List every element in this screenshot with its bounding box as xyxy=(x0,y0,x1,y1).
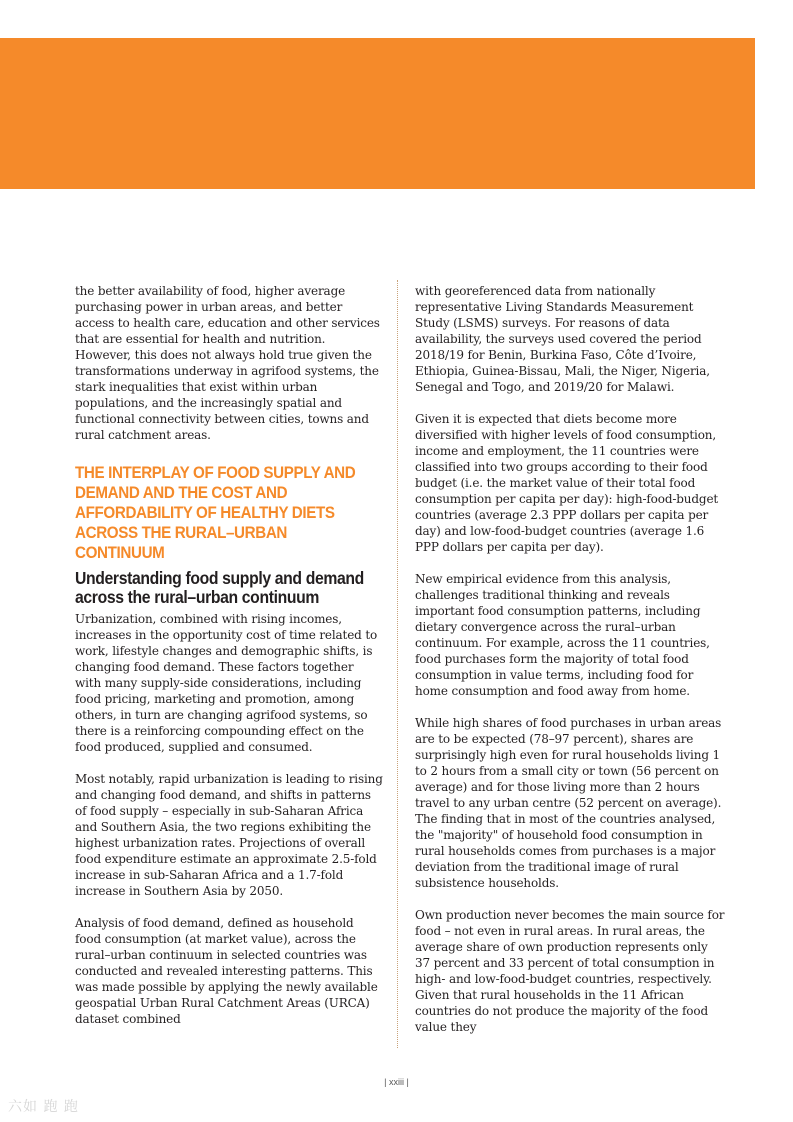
sub-heading: Understanding food supply and demand across the rural–urban continuum xyxy=(75,568,364,607)
column-divider xyxy=(397,280,398,1048)
section-heading: THE INTERPLAY OF FOOD SUPPLY AND DEMAND AND THE COST AND AFFORDABILITY OF HEALTHY DIETS ACROSS THE RURAL–URBAN CONTINUUM xyxy=(75,464,356,562)
body-paragraph: with georeferenced data from nationally representative Living Standards Measurement Study (LSMS) surveys. For reasons of data availability, the surveys used covered the period 2018/19 for Benin, Burkina Faso, Côte d’Ivoire, Ethiopia, Guinea-Bissau, Mali, the Niger, Nigeria, Senegal and Togo, and 2019/20 for Malawi. xyxy=(415,284,710,394)
body-paragraph: Most notably, rapid urbanization is leading to rising and changing food demand, and shifts in patterns of food supply – especially in sub-Saharan Africa and Southern Asia, the two regions exhibiting the highest urbanization rates. Projections of overall food expenditure estimate an approximate 2.5-fold increase in sub-Saharan Africa and a 1.7-fold increase in Southern Asia by 2050. xyxy=(75,772,383,898)
body-paragraph: Urbanization, combined with rising incomes, increases in the opportunity cost of time related to work, lifestyle changes and demographic shifts, is changing food demand. These factors together with many supply-side considerations, including food pricing, marketing and promotion, among others, in turn are changing agrifood systems, so there is a reinforcing compounding effect on the food produced, supplied and consumed. xyxy=(75,612,378,754)
body-paragraph: Analysis of food demand, defined as household food consumption (at market value), across the rural–urban continuum in selected countries was conducted and revealed interesting patterns. This was made possible by applying the newly available geospatial Urban Rural Catchment Areas (URCA) dataset combined xyxy=(75,916,378,1026)
intro-paragraph: the better availability of food, higher average purchasing power in urban areas, and better access to health care, education and other services that are essential for health and nutrition. However, this does not always hold true given the transformations underway in agrifood systems, the stark inequalities that exist within urban populations, and the increasingly spatial and functional connectivity between cities, towns and rural catchment areas. xyxy=(75,284,380,442)
page-number: | xxiii | xyxy=(384,1077,409,1087)
body-paragraph: While high shares of food purchases in urban areas are to be expected (78–97 percent), shares are surprisingly high even for rural households living 1 to 2 hours from a small city or town (56 percent on average) and for those living more than 2 hours travel to any urban centre (52 percent on average). The finding that in most of the countries analysed, the "majority" of household food consumption in rural households comes from purchases is a major deviation from the traditional image of rural subsistence households. xyxy=(415,716,722,890)
body-paragraph: Given it is expected that diets become more diversified with higher levels of food consumption, income and employment, the 11 countries were classified into two groups according to their food budget (i.e. the market value of their total food consumption per capita per day): high-food-budget countries (average 2.3 PPP dollars per capita per day) and low-food-budget countries (average 1.6 PPP dollars per capita per day). xyxy=(415,412,719,554)
right-column xyxy=(415,283,725,1051)
body-paragraph: New empirical evidence from this analysis, challenges traditional thinking and reveals important food consumption patterns, including dietary convergence across the rural–urban continuum. For example, across the 11 countries, food purchases form the majority of total food consumption in value terms, including food for home consumption and food away from home. xyxy=(415,572,710,698)
watermark-logo: 六如 跑 跑 xyxy=(8,1099,79,1115)
body-paragraph: Own production never becomes the main source for food – not even in rural areas. In rural areas, the average share of own production represents only 37 percent and 33 percent of total consumption in high- and low-food-budget countries, respectively. Given that rural households in the 11 African countries do not produce the majority of the food value they xyxy=(415,908,725,1034)
left-column xyxy=(75,283,383,1043)
header-banner xyxy=(0,38,755,189)
